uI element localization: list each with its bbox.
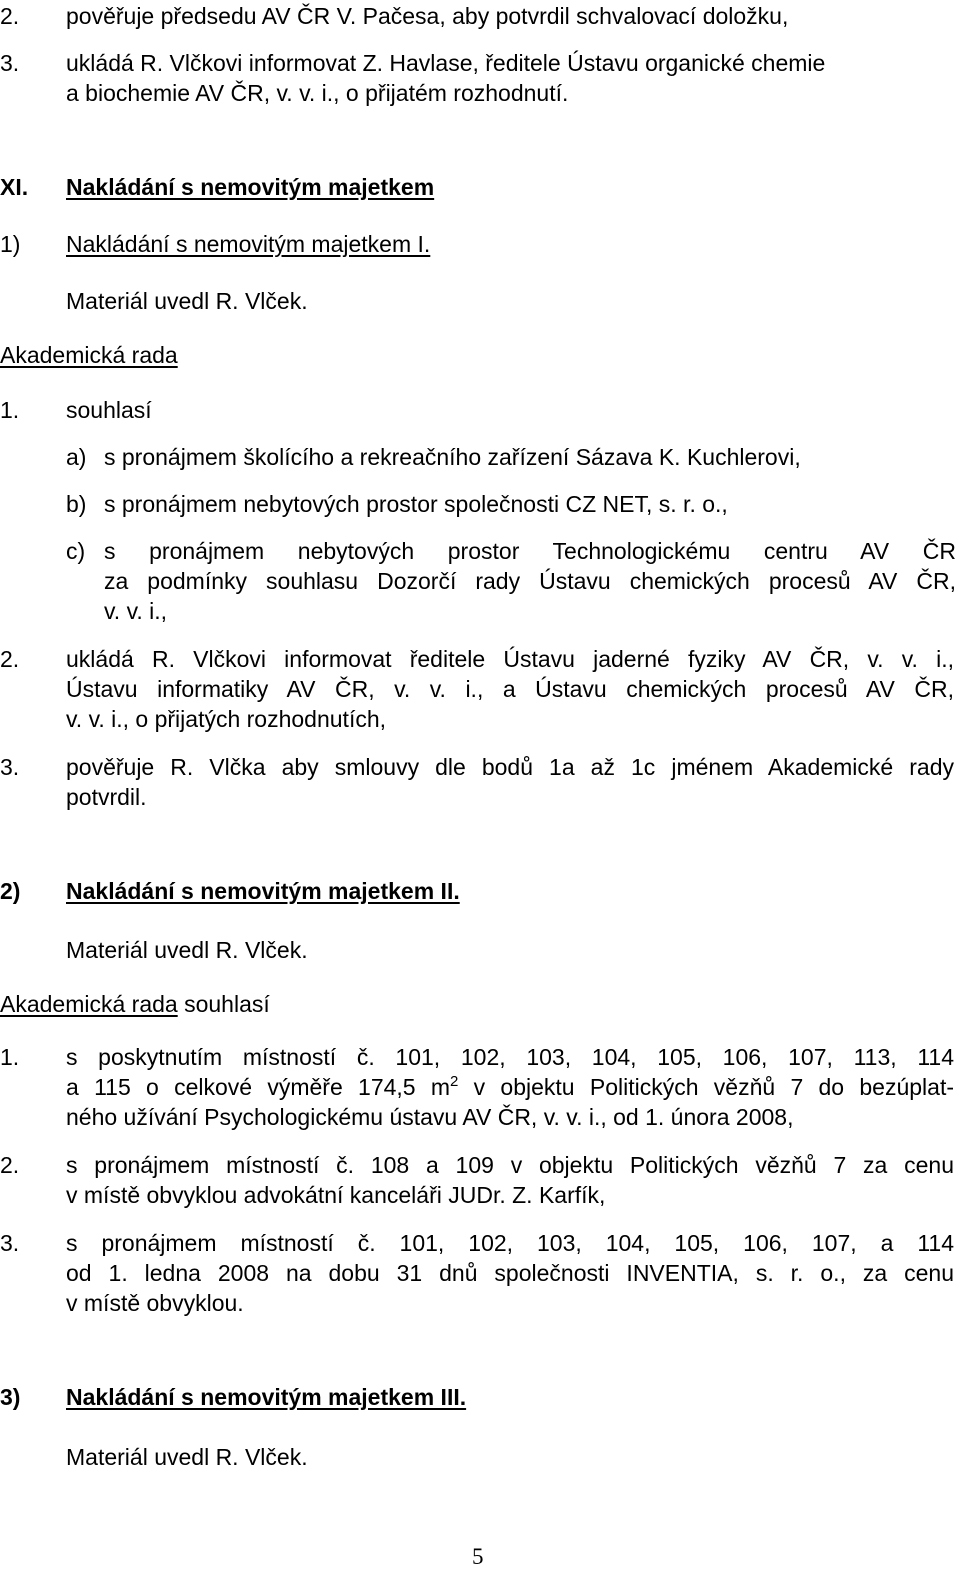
sub2-p2-line2: v místě obvyklou advokátní kanceláři JUDr. Z. Karfík, [66,1182,606,1208]
sub1-p2-line2: Ústavu informatiky AV ČR, v. v. i., a Ústavu chemických procesů AV ČR, [66,676,954,702]
sub1-p3-line2: potvrdil. [66,784,147,810]
item-3-text: ukládá R. Vlčkovi informovat Z. Havlase, ředitele Ústavu organické chemie [66,50,826,76]
sub1-p3-number: 3. [0,754,20,780]
sub2-p1-line2-end: v objektu Politických vězňů 7 do bezúplat- [458,1074,954,1100]
sub2-number: 2) [0,878,21,904]
sub1-b-label: b) [66,491,87,517]
sub2-rada-heading: Akademická rada [0,991,178,1017]
sub1-c-line2: za podmínky souhlasu Dozorčí rady Ústavu chemických procesů AV ČR, [104,568,956,594]
sub1-material: Materiál uvedl R. Vlček. [66,288,308,314]
sub2-material: Materiál uvedl R. Vlček. [66,937,308,963]
item-2-text: pověřuje předsedu AV ČR V. Pačesa, aby potvrdil schvalovací doložku, [66,3,789,29]
sub3-material: Materiál uvedl R. Vlček. [66,1444,308,1470]
sub1-c-line3: v. v. i., [104,598,168,624]
sub2-p1-line1: s poskytnutím místností č. 101, 102, 103, 104, 105, 106, 107, 113, 114 [66,1044,954,1070]
sub1-c-line1: s pronájmem nebytových prostor Technologickému centru AV ČR [104,538,956,564]
sub2-p2-line1: s pronájmem místností č. 108 a 109 v objektu Politických vězňů 7 za cenu [66,1152,954,1178]
sub3-title: Nakládání s nemovitým majetkem III. [66,1384,467,1410]
sub1-p2-line1: ukládá R. Vlčkovi informovat ředitele Ústavu jaderné fyziky AV ČR, v. v. i., [66,646,954,672]
sub2-p3-line1: s pronájmem místností č. 101, 102, 103, 104, 105, 106, 107, a 114 [66,1230,954,1256]
item-2-number: 2. [0,3,20,29]
sub1-p2-line3: v. v. i., o přijatých rozhodnutích, [66,706,387,732]
sub1-a-text: s pronájmem školícího a rekreačního zařízení Sázava K. Kuchlerovi, [104,444,801,470]
sub1-p1-number: 1. [0,397,20,423]
sub2-p3-line3: v místě obvyklou. [66,1290,244,1316]
sub1-p1-text: souhlasí [66,397,152,423]
sub2-p1-line2 [66,1073,954,1101]
sub1-title: Nakládání s nemovitým majetkem I. [66,231,431,257]
item-3-number: 3. [0,50,20,76]
sub2-rada-line [0,990,270,1018]
sub2-p1-line3: ného užívání Psychologickému ústavu AV ČR, v. v. i., od 1. února 2008, [66,1104,794,1130]
section-title: Nakládání s nemovitým majetkem [66,174,435,200]
item-3-continuation: a biochemie AV ČR, v. v. i., o přijatém rozhodnutí. [66,80,569,106]
sub1-b-text: s pronájmem nebytových prostor společnosti CZ NET, s. r. o., [104,491,728,517]
sub2-title: Nakládání s nemovitým majetkem II. [66,878,460,904]
sub1-p2-number: 2. [0,646,20,672]
sub2-rada-verb: souhlasí [177,991,270,1017]
sub1-a-label: a) [66,444,87,470]
sub1-c-label: c) [66,538,86,564]
sub2-p1-line2-start: a 115 o celkové výměře 174,5 m [66,1074,451,1100]
superscript: 2 [450,1073,459,1090]
page-number: 5 [472,1544,484,1569]
section-number: XI. [0,174,29,200]
sub3-number: 3) [0,1384,21,1410]
sub2-p3-number: 3. [0,1230,20,1256]
sub2-p2-number: 2. [0,1152,20,1178]
sub1-p3-line1: pověřuje R. Vlčka aby smlouvy dle bodů 1a až 1c jménem Akademické rady [66,754,954,780]
sub2-p1-number: 1. [0,1044,20,1070]
sub2-p3-line2: od 1. ledna 2008 na dobu 31 dnů společnosti INVENTIA, s. r. o., za cenu [66,1260,954,1286]
sub1-number: 1) [0,231,21,257]
sub1-rada-heading: Akademická rada [0,342,178,368]
